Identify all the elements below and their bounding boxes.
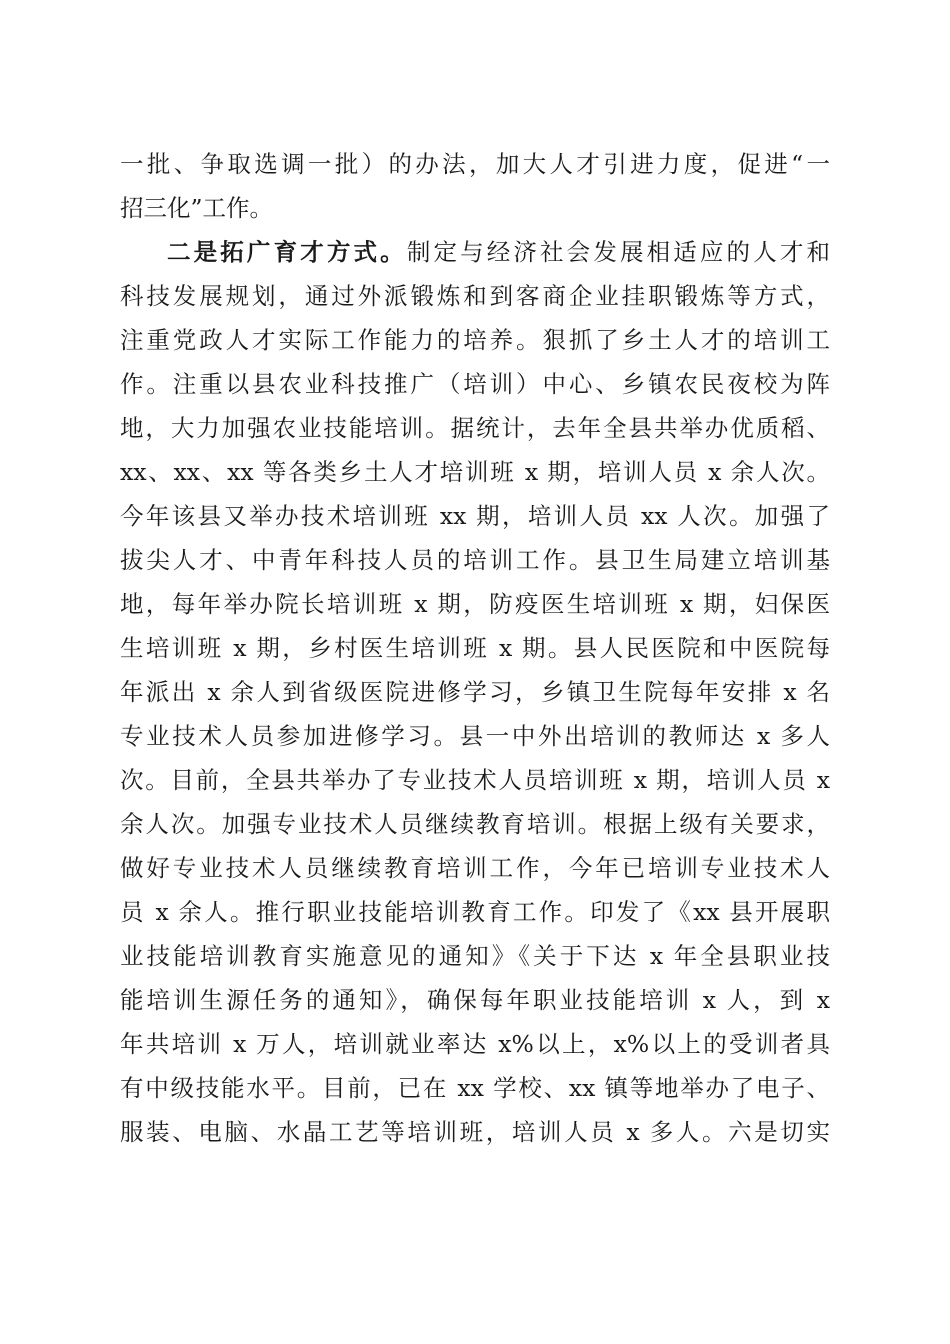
text-line: 地，每年举办院长培训班 x 期，防疫医生培训班 x 期，妇保医 <box>120 590 830 618</box>
text-line: 今年该县又举办技术培训班 xx 期，培训人员 xx 人次。加强了 <box>120 502 830 530</box>
text-line: 员 x 余人。推行职业技能培训教育工作。印发了《xx 县开展职 <box>120 898 830 926</box>
text-line: 注重党政人才实际工作能力的培养。狠抓了乡土人才的培训工 <box>120 326 830 354</box>
text-line: 招三化”工作。 <box>120 194 274 222</box>
text-line: xx、xx、xx 等各类乡土人才培训班 x 期，培训人员 x 余人次。 <box>120 458 830 486</box>
text-line: 业技能培训教育实施意见的通知》《关于下达 x 年全县职业技 <box>120 942 830 970</box>
text-line: 余人次。加强专业技术人员继续教育培训。根据上级有关要求， <box>120 810 830 838</box>
text-line: 作。注重以县农业科技推广（培训）中心、乡镇农民夜校为阵 <box>120 370 830 398</box>
text-line: 能培训生源任务的通知》，确保每年职业技能培训 x 人，到 x <box>120 986 830 1014</box>
text-line: 服装、电脑、水晶工艺等培训班，培训人员 x 多人。六是切实 <box>120 1118 830 1146</box>
text-line: 专业技术人员参加进修学习。县一中外出培训的教师达 x 多人 <box>120 722 830 750</box>
text-line: 年共培训 x 万人，培训就业率达 x%以上，x%以上的受训者具 <box>120 1030 830 1058</box>
text-line: 一批、争取选调一批）的办法，加大人才引进力度，促进“一 <box>120 150 830 178</box>
text-line: 有中级技能水平。目前，已在 xx 学校、xx 镇等地举办了电子、 <box>120 1074 830 1102</box>
text-line: 拔尖人才、中青年科技人员的培训工作。县卫生局建立培训基 <box>120 546 830 574</box>
text-line: 生培训班 x 期，乡村医生培训班 x 期。县人民医院和中医院每 <box>120 634 830 662</box>
text-line: 次。目前，全县共举办了专业技术人员培训班 x 期，培训人员 x <box>120 766 830 794</box>
paragraph-first-line <box>167 232 830 272</box>
text-line: 年派出 x 余人到省级医院进修学习，乡镇卫生院每年安排 x 名 <box>120 678 830 706</box>
paragraph-text: 制定与经济社会发展相适应的人才和 <box>406 238 830 266</box>
text-line: 地，大力加强农业技能培训。据统计，去年全县共举办优质稻、 <box>120 414 830 442</box>
paragraph-heading: 二是拓广育才方式。 <box>167 238 407 266</box>
text-line: 做好专业技术人员继续教育培训工作，今年已培训专业技术人 <box>120 854 830 882</box>
text-line: 科技发展规划，通过外派锻炼和到客商企业挂职锻炼等方式， <box>120 282 830 310</box>
